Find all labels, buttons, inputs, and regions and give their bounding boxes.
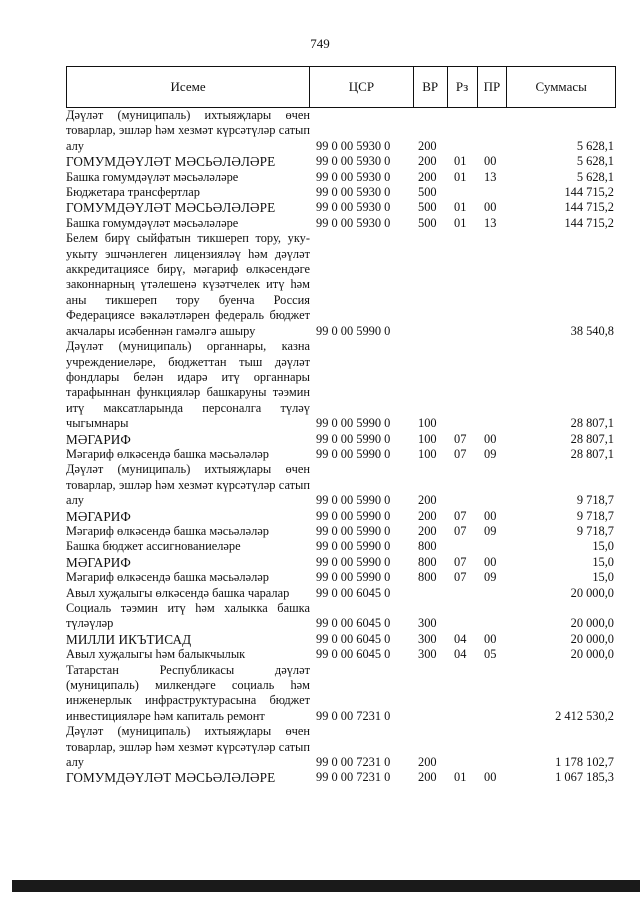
table-row bbox=[66, 632, 616, 647]
table-row bbox=[66, 770, 616, 785]
cell-name: МӘГАРИФ bbox=[66, 508, 131, 524]
table-row bbox=[66, 724, 616, 770]
table-row bbox=[66, 432, 616, 447]
table-row bbox=[66, 663, 616, 725]
cell-sum: 20 000,0 bbox=[570, 647, 614, 662]
cell-sum: 15,0 bbox=[592, 539, 614, 554]
cell-sum: 38 540,8 bbox=[570, 323, 614, 338]
cell-csr: 99 0 00 5990 0 bbox=[316, 431, 391, 446]
cell-rz: 01 bbox=[454, 770, 467, 785]
cell-csr: 99 0 00 7231 0 bbox=[316, 755, 391, 770]
table-body bbox=[66, 108, 616, 786]
cell-csr: 99 0 00 5930 0 bbox=[316, 138, 391, 153]
table-row bbox=[66, 200, 616, 215]
cell-sum: 9 718,7 bbox=[576, 523, 614, 538]
cell-name: Башка бюджет ассигнованиеләре bbox=[66, 539, 241, 554]
cell-sum: 2 412 530,2 bbox=[555, 708, 614, 723]
cell-csr: 99 0 00 5990 0 bbox=[316, 508, 391, 523]
cell-rz: 04 bbox=[454, 647, 467, 662]
cell-name: ГОМУМДӘҮЛӘТ МӘСЬӘЛӘЛӘРЕ bbox=[66, 200, 276, 216]
cell-pr: 00 bbox=[484, 200, 497, 215]
cell-sum: 5 628,1 bbox=[576, 169, 614, 184]
cell-csr: 99 0 00 7231 0 bbox=[316, 770, 391, 785]
cell-csr: 99 0 00 6045 0 bbox=[316, 631, 391, 646]
cell-sum: 15,0 bbox=[592, 570, 614, 585]
header-rz: Рз bbox=[448, 67, 478, 107]
cell-pr: 00 bbox=[484, 508, 497, 523]
cell-pr: 09 bbox=[484, 446, 497, 461]
cell-rz: 01 bbox=[454, 169, 467, 184]
cell-rz: 07 bbox=[454, 523, 467, 538]
cell-sum: 20 000,0 bbox=[570, 616, 614, 631]
cell-csr: 99 0 00 5990 0 bbox=[316, 554, 391, 569]
cell-csr: 99 0 00 5990 0 bbox=[316, 446, 391, 461]
table-row bbox=[66, 216, 616, 231]
cell-sum: 28 807,1 bbox=[570, 416, 614, 431]
cell-sum: 15,0 bbox=[592, 554, 614, 569]
cell-name: Башка гомумдәүләт мәсьәләләре bbox=[66, 169, 239, 184]
cell-pr: 00 bbox=[484, 554, 497, 569]
cell-rz: 07 bbox=[454, 554, 467, 569]
cell-pr: 00 bbox=[484, 770, 497, 785]
cell-csr: 99 0 00 5990 0 bbox=[316, 323, 391, 338]
cell-rz: 07 bbox=[454, 508, 467, 523]
cell-sum: 5 628,1 bbox=[576, 138, 614, 153]
cell-rz: 01 bbox=[454, 200, 467, 215]
cell-name: Татарстан Республикасы дәүләт (муниципаль) милкендәге социаль һәм инженерлык инфраструктурасына бюджет инвестицияләре һәм капиталь ремонт bbox=[66, 662, 310, 723]
cell-csr: 99 0 00 5930 0 bbox=[316, 200, 391, 215]
cell-csr: 99 0 00 5930 0 bbox=[316, 185, 391, 200]
cell-name: ГОМУМДӘҮЛӘТ МӘСЬӘЛӘЛӘРЕ bbox=[66, 770, 276, 786]
cell-rz: 01 bbox=[454, 154, 467, 169]
cell-sum: 9 718,7 bbox=[576, 508, 614, 523]
table-row bbox=[66, 462, 616, 508]
cell-vr: 200 bbox=[418, 493, 437, 508]
cell-name: Дәүләт (муниципаль) ихтыяҗлары өчен товарлар, эшләр һәм хезмәт күрсәтүләр сатып алу bbox=[66, 724, 310, 770]
page-number: 749 bbox=[310, 36, 330, 51]
cell-name: МӘГАРИФ bbox=[66, 431, 131, 447]
cell-pr: 13 bbox=[484, 215, 497, 230]
cell-vr: 800 bbox=[418, 570, 437, 585]
cell-vr: 200 bbox=[418, 138, 437, 153]
cell-sum: 144 715,2 bbox=[564, 215, 614, 230]
cell-csr: 99 0 00 5990 0 bbox=[316, 523, 391, 538]
cell-name: ГОМУМДӘҮЛӘТ МӘСЬӘЛӘЛӘРЕ bbox=[66, 154, 276, 170]
cell-name: Авыл хуҗалыгы һәм балыкчылык bbox=[66, 647, 246, 662]
cell-vr: 800 bbox=[418, 554, 437, 569]
cell-pr: 00 bbox=[484, 431, 497, 446]
cell-sum: 20 000,0 bbox=[570, 631, 614, 646]
cell-rz: 04 bbox=[454, 631, 467, 646]
cell-rz: 07 bbox=[454, 431, 467, 446]
table-row bbox=[66, 509, 616, 524]
cell-name: Мәгариф өлкәсендә башка мәсьәләләр bbox=[66, 523, 269, 538]
cell-rz: 07 bbox=[454, 570, 467, 585]
cell-name: Мәгариф өлкәсендә башка мәсьәләләр bbox=[66, 570, 269, 585]
cell-name: Мәгариф өлкәсендә башка мәсьәләләр bbox=[66, 446, 269, 461]
table-row bbox=[66, 601, 616, 632]
table-row bbox=[66, 524, 616, 539]
cell-csr: 99 0 00 5990 0 bbox=[316, 570, 391, 585]
cell-sum: 5 628,1 bbox=[576, 154, 614, 169]
header-sum: Суммасы bbox=[535, 79, 587, 94]
cell-sum: 1 067 185,3 bbox=[555, 770, 614, 785]
cell-csr: 99 0 00 7231 0 bbox=[316, 708, 391, 723]
cell-csr: 99 0 00 5990 0 bbox=[316, 493, 391, 508]
cell-pr: 09 bbox=[484, 523, 497, 538]
cell-rz: 01 bbox=[454, 215, 467, 230]
cell-pr: 00 bbox=[484, 631, 497, 646]
cell-vr: 200 bbox=[418, 523, 437, 538]
cell-vr: 100 bbox=[418, 416, 437, 431]
table-header bbox=[66, 66, 616, 108]
cell-vr: 800 bbox=[418, 539, 437, 554]
cell-name: МӘГАРИФ bbox=[66, 554, 131, 570]
cell-name: Социаль тәэмин итү һәм халыкка башка түләүләр bbox=[66, 601, 310, 631]
cell-name: Бюджетара трансфертлар bbox=[66, 185, 200, 200]
cell-pr: 05 bbox=[484, 647, 497, 662]
cell-vr: 500 bbox=[418, 185, 437, 200]
table-row bbox=[66, 185, 616, 200]
cell-csr: 99 0 00 6045 0 bbox=[316, 585, 391, 600]
cell-csr: 99 0 00 5930 0 bbox=[316, 154, 391, 169]
table-row bbox=[66, 570, 616, 585]
cell-pr: 13 bbox=[484, 169, 497, 184]
cell-sum: 1 178 102,7 bbox=[555, 755, 614, 770]
cell-csr: 99 0 00 6045 0 bbox=[316, 616, 391, 631]
table-row bbox=[66, 108, 616, 154]
table-row bbox=[66, 555, 616, 570]
cell-pr: 09 bbox=[484, 570, 497, 585]
cell-name: Авыл хуҗалыгы өлкәсендә башка чаралар bbox=[66, 585, 290, 600]
cell-pr: 00 bbox=[484, 154, 497, 169]
cell-vr: 300 bbox=[418, 616, 437, 631]
cell-sum: 28 807,1 bbox=[570, 431, 614, 446]
cell-csr: 99 0 00 6045 0 bbox=[316, 647, 391, 662]
cell-sum: 144 715,2 bbox=[564, 200, 614, 215]
table-row bbox=[66, 647, 616, 662]
table-row bbox=[66, 339, 616, 431]
table-row bbox=[66, 586, 616, 601]
header-vr: ВР bbox=[414, 67, 448, 107]
header-name: Исеме bbox=[67, 67, 310, 107]
cell-csr: 99 0 00 5990 0 bbox=[316, 416, 391, 431]
table-row bbox=[66, 447, 616, 462]
cell-sum: 9 718,7 bbox=[576, 493, 614, 508]
cell-csr: 99 0 00 5990 0 bbox=[316, 539, 391, 554]
cell-vr: 200 bbox=[418, 770, 437, 785]
cell-name: Башка гомумдәүләт мәсьәләләре bbox=[66, 215, 239, 230]
cell-name: Дәүләт (муниципаль) ихтыяҗлары өчен товарлар, эшләр һәм хезмәт күрсәтүләр сатып алу bbox=[66, 108, 310, 153]
cell-sum: 28 807,1 bbox=[570, 446, 614, 461]
cell-vr: 200 bbox=[418, 508, 437, 523]
cell-sum: 144 715,2 bbox=[564, 185, 614, 200]
cell-rz: 07 bbox=[454, 446, 467, 461]
cell-vr: 100 bbox=[418, 431, 437, 446]
cell-vr: 300 bbox=[418, 631, 437, 646]
cell-vr: 500 bbox=[418, 200, 437, 215]
cell-sum: 20 000,0 bbox=[570, 585, 614, 600]
header-pr: ПР bbox=[478, 67, 508, 107]
cell-csr: 99 0 00 5930 0 bbox=[316, 169, 391, 184]
cell-csr: 99 0 00 5930 0 bbox=[316, 215, 391, 230]
cell-name: Дәүләт (муниципаль) ихтыяҗлары өчен товарлар, эшләр һәм хезмәт күрсәтүләр сатып алу bbox=[66, 462, 310, 508]
cell-vr: 100 bbox=[418, 446, 437, 461]
header-csr: ЦСР bbox=[310, 67, 414, 107]
cell-name: Белем бирү сыйфатын тикшереп тору, уку-укыту эшчәнлеген лицензияләү һәм дәүләт аккредитациясе бирү, мәгариф өлкәсендәге законнарның үтәлешенә күзәтчелек итү һәм аны тикшереп тору буенча Россия Федерациясе вәкаләтләрен федераль бюджет акчалары исәбеннән гамәлгә ашыру bbox=[66, 231, 310, 338]
cell-name: МИЛЛИ ИКЪТИСАД bbox=[66, 631, 192, 647]
table-row bbox=[66, 154, 616, 169]
cell-vr: 500 bbox=[418, 215, 437, 230]
cell-vr: 200 bbox=[418, 154, 437, 169]
cell-name: Дәүләт (муниципаль) органнары, казна учреждениеләре, бюджеттан тыш дәүләт фондлары белән идарә итү органнары тарафыннан функцияләр башкаруны тәэмин итү максатларында персоналга түләү чыгымнары bbox=[66, 339, 310, 431]
table-row bbox=[66, 539, 616, 554]
cell-vr: 200 bbox=[418, 169, 437, 184]
table-row bbox=[66, 170, 616, 185]
cell-vr: 200 bbox=[418, 755, 437, 770]
scan-edge-bar bbox=[12, 880, 640, 892]
cell-vr: 300 bbox=[418, 647, 437, 662]
table-row bbox=[66, 231, 616, 339]
